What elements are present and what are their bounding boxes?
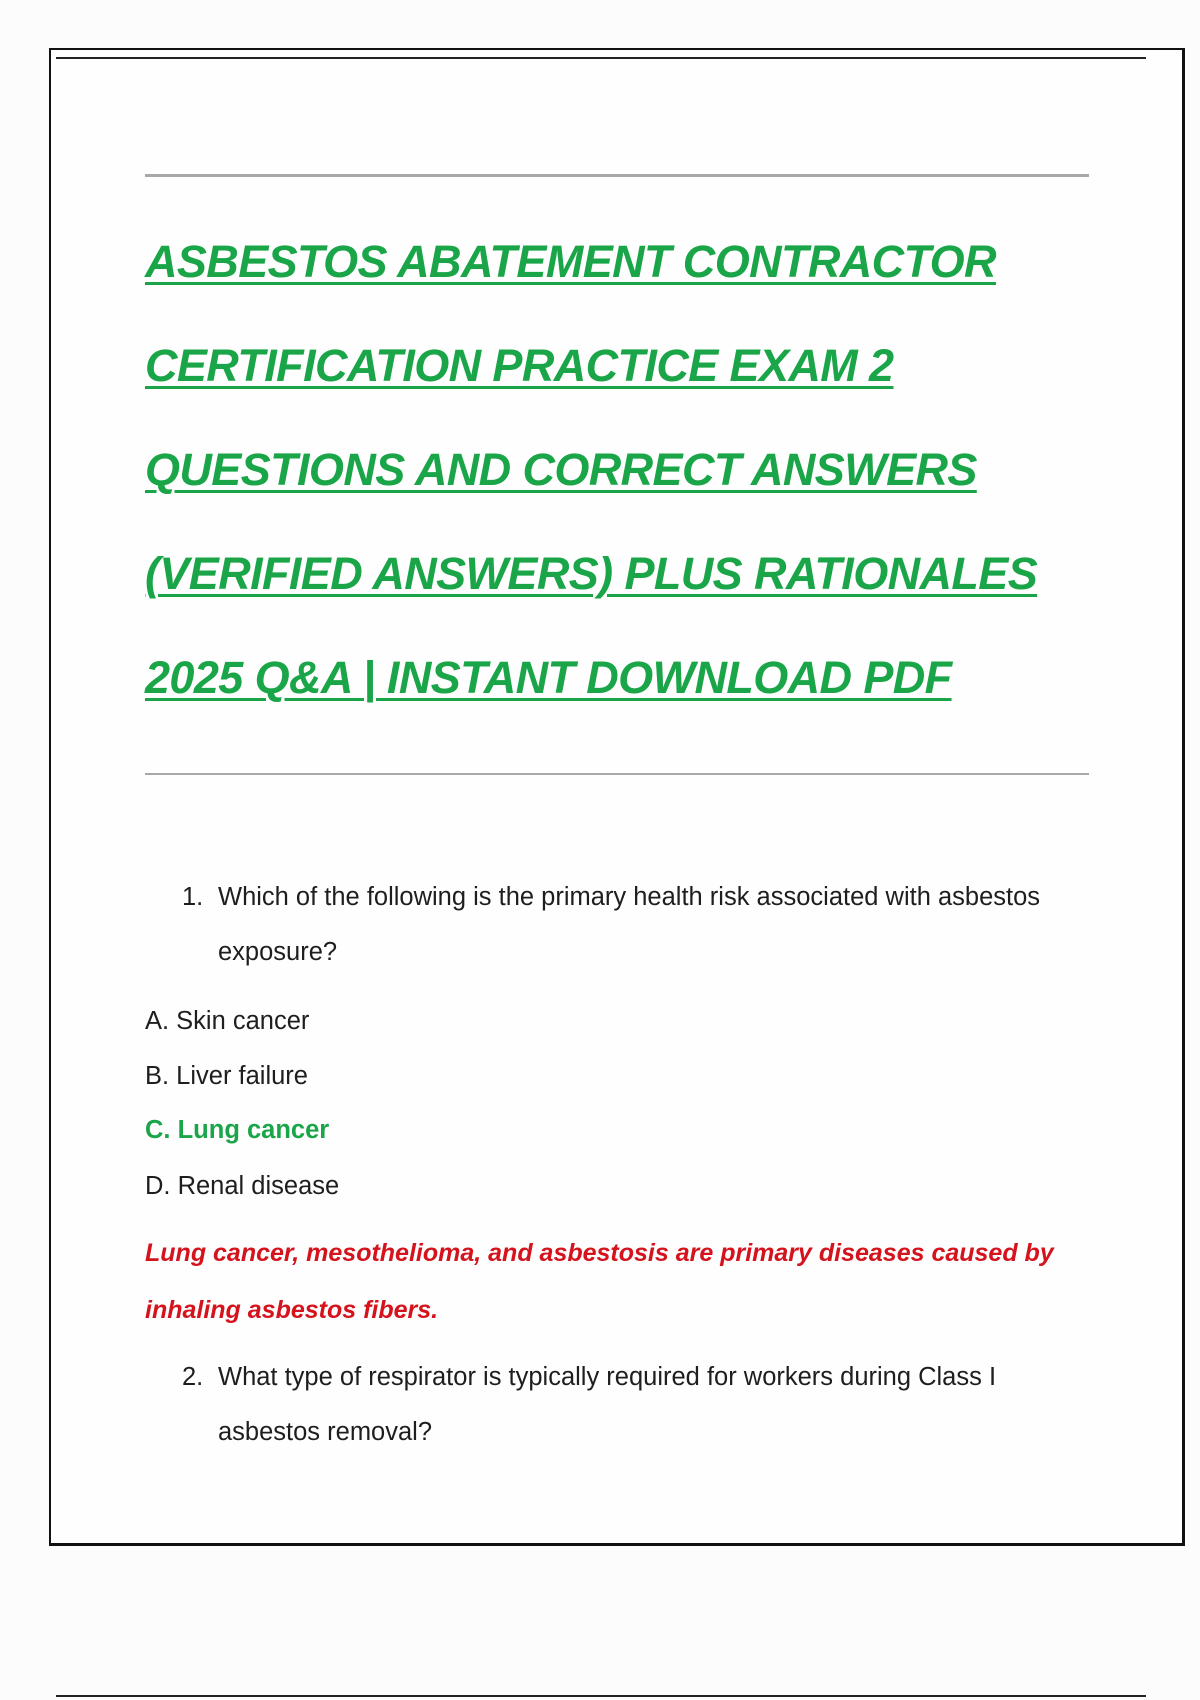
title-line-2: CERTIFICATION PRACTICE EXAM 2 [145,340,894,391]
answer-option-d: D. Renal disease [145,1172,340,1200]
answer-option-a: A. Skin cancer [145,1007,310,1035]
title-line-1: ASBESTOS ABATEMENT CONTRACTOR [145,236,996,287]
answer-option-b: B. Liver failure [145,1062,308,1090]
title-top-divider [145,174,1089,177]
page-top-rule [56,57,1146,59]
question-2 [182,1350,1102,1460]
answer-option-c-correct: C. Lung cancer [145,1116,330,1144]
question-1 [182,870,1102,980]
question-number: 1. [182,883,204,911]
title-line-5: 2025 Q&A | INSTANT DOWNLOAD PDF [145,652,952,703]
title-line-4: (VERIFIED ANSWERS) PLUS RATIONALES [145,548,1038,599]
title-bottom-divider [145,773,1089,775]
next-page-top-rule [56,1695,1146,1697]
question-text: What type of respirator is typically required for workers during Class I asbestos removal? [218,1363,997,1446]
question-text: Which of the following is the primary health risk associated with asbestos exposure? [218,883,1041,966]
question-number: 2. [182,1363,204,1391]
title-line-3: QUESTIONS AND CORRECT ANSWERS [145,444,977,495]
document-title [145,210,1105,730]
rationale-text: Lung cancer, mesothelioma, and asbestosis are primary diseases caused by inhaling asbestos fibers. [145,1239,1054,1324]
